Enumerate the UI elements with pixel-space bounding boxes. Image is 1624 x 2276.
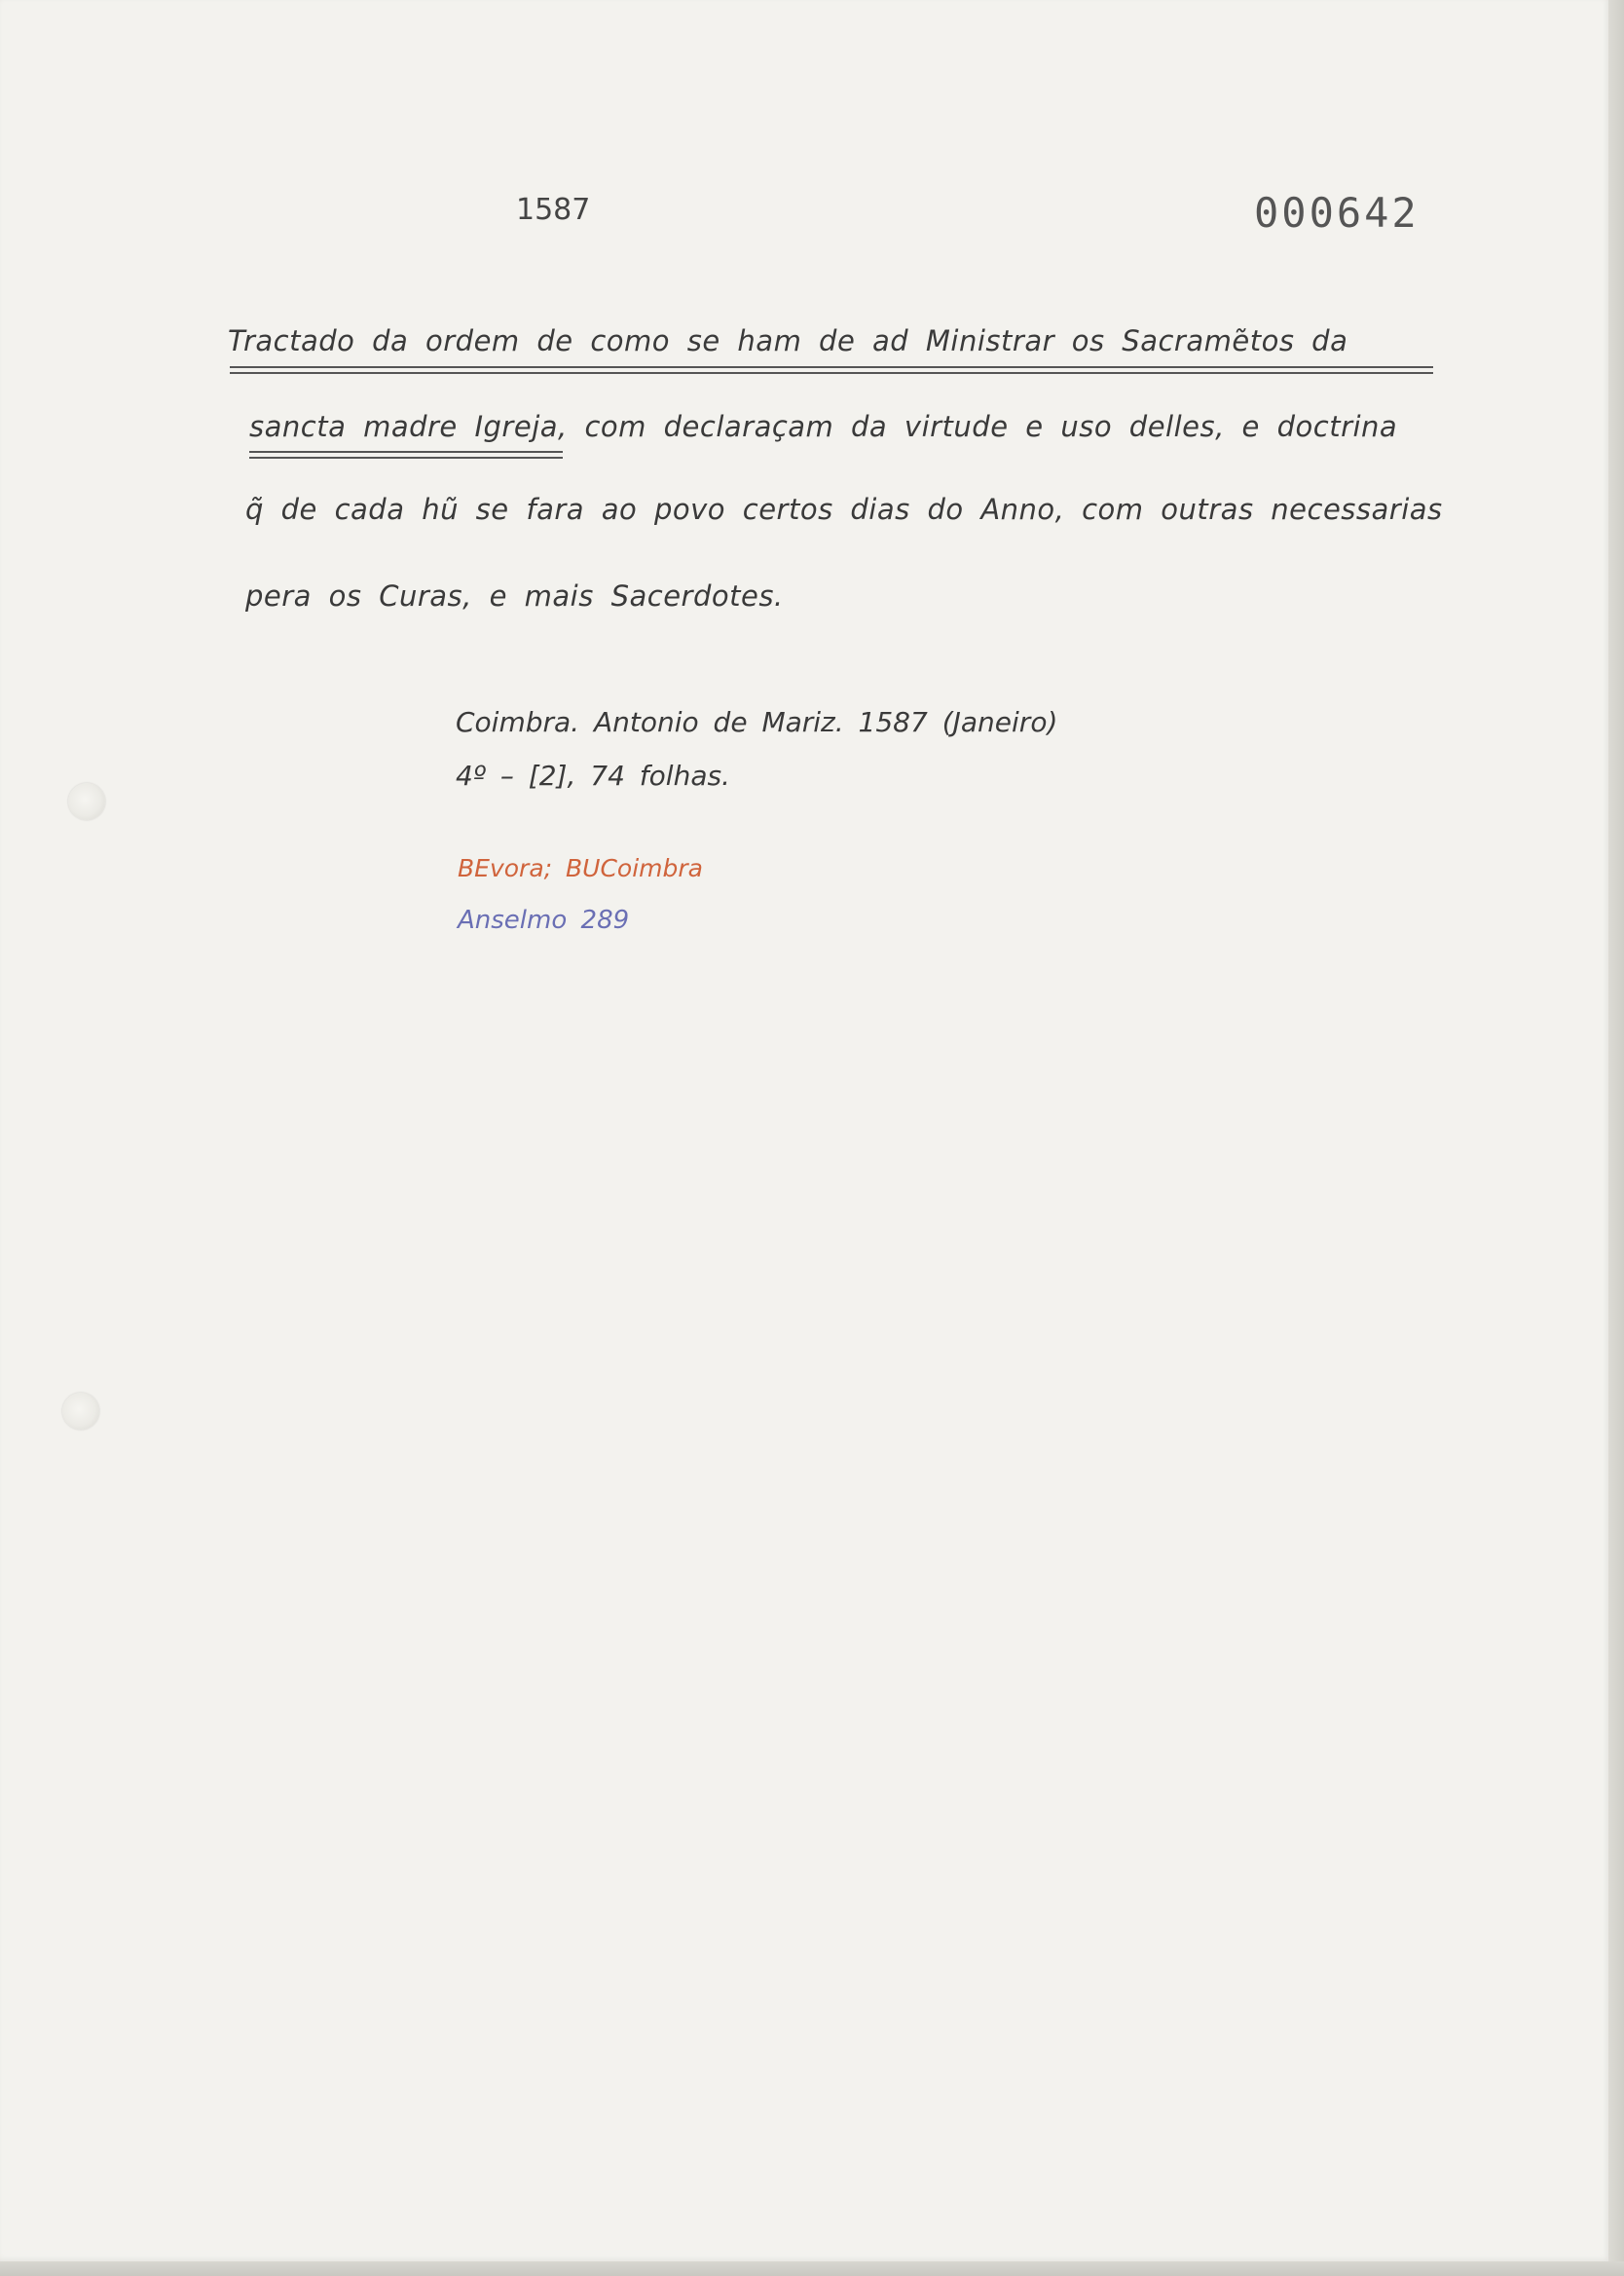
title-underline-2b xyxy=(249,457,563,459)
publication-year: 1587 xyxy=(516,193,591,227)
title-line-2: sancta madre Igreja, com declaraçam da virtude e uso delles, e doctrina xyxy=(249,410,1398,443)
scan-edge-right xyxy=(1608,0,1624,2276)
holdings-note: BEvora; BUCoimbra xyxy=(458,854,703,882)
title-underline-1 xyxy=(230,366,1433,368)
reference-note: Anselmo 289 xyxy=(458,906,630,935)
imprint-line: Coimbra. Antonio de Mariz. 1587 (Janeiro) xyxy=(456,706,1058,738)
title-line-3: q̃ de cada hũ se fara ao povo certos dias do Anno, com outras necessarias xyxy=(245,493,1443,526)
format-extent-line: 4º – [2], 74 folhas. xyxy=(456,760,730,792)
title-underline-1b xyxy=(230,372,1433,374)
title-line-4: pera os Curas, e mais Sacerdotes. xyxy=(245,579,784,613)
record-number-stamp: 000642 xyxy=(1254,189,1420,237)
punch-hole-bottom xyxy=(62,1393,99,1430)
title-line-1: Tractado da ordem de como se ham de ad Ministrar os Sacramẽtos da xyxy=(228,324,1348,357)
punch-hole-top xyxy=(68,783,105,820)
title-underline-2 xyxy=(249,451,563,453)
scan-edge-bottom xyxy=(0,2261,1624,2276)
